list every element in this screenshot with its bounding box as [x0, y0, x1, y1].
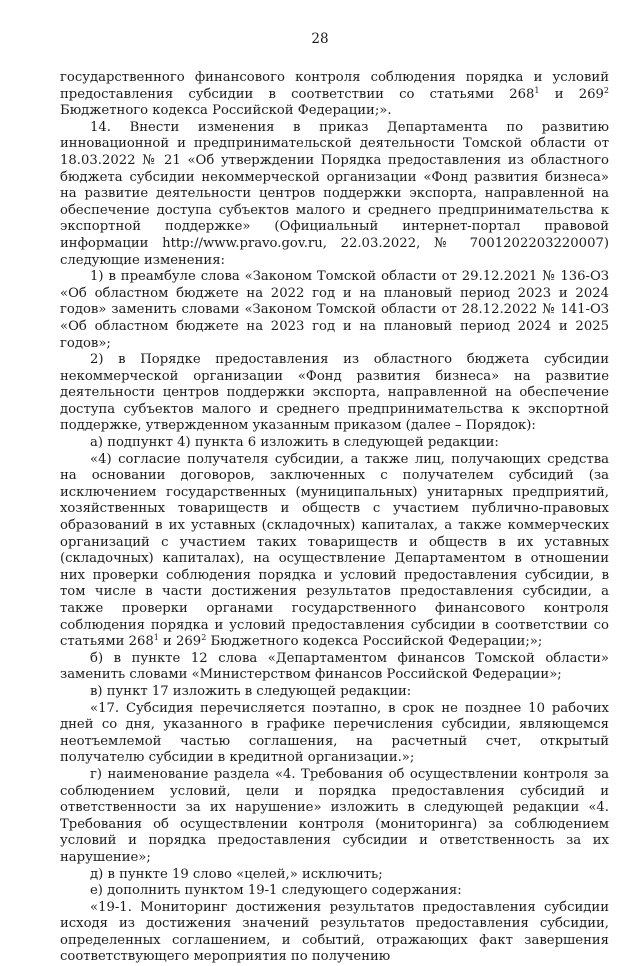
paragraph-p-e [60, 883, 609, 900]
text-fragment: 14. Внести изменения в приказ Департамента по развитию инновационной и предпринимательской деятельности Томской области от 18.03.2022 № 21 «Об утверждении Порядка предоставления из областного бюджета субсидии некоммерческой организации «Фонд развития бизнеса» на развитие деятельности центров поддержки экспорта, направленной на обеспечение доступа субъектов малого и среднего предпринимательства к экспортной поддержке» (Официальный интернет-портал правовой информации http://www.pravo.gov.ru, 22.03.2022, № 7001202203220007) следующие изменения: [60, 119, 609, 268]
text-fragment: «4) согласие получателя субсидии, а также лиц, получающих средства на основании договоров, заключенных с получателем субсидий (за исключением государственных (муниципальных) унитарных предприятий, хозяйственных товариществ и обществ с участием публично-правовых образований в их уставных (складочных) капиталах, а также коммерческих организаций с участием таких товариществ и обществ в их уставных (складочных) капиталах), на осуществление Департаментом в отношении них проверки соблюдения порядка и условий предоставления субсидии, в том числе в части достижения результатов предоставления субсидии, а также проверки органами государственного финансового контроля соблюдения порядка и условий предоставления субсидии в соответствии со статьями 268 [60, 451, 609, 650]
page-number: 28 [311, 31, 329, 47]
paragraph-p-g [60, 767, 609, 867]
text-fragment: Бюджетного кодекса Российской Федерации;»; [206, 634, 543, 650]
paragraph-p-a [60, 435, 609, 452]
paragraph-p14 [60, 120, 609, 269]
text-fragment: Бюджетного кодекса Российской Федерации;». [60, 103, 392, 119]
superscript: 1 [534, 85, 540, 95]
text-fragment: б) в пункте 12 слова «Департаментом финансов Томской области» заменить словами «Министерством финансов Российской Федерации»; [60, 650, 609, 683]
superscript: 2 [201, 633, 207, 643]
text-fragment: «17. Субсидия перечисляется поэтапно, в срок не позднее 10 рабочих дней со дня, указанного в графике перечисления субсидии, являющемся неотъемлемой частью соглашения, на расчетный счет, открытый получателю субсидии в кредитной организации.»; [60, 700, 609, 766]
paragraph-p-d [60, 867, 609, 884]
paragraph-p14-2 [60, 352, 609, 435]
text-fragment: и 269 [158, 634, 202, 650]
text-fragment: 1) в преамбуле слова «Законом Томской области от 29.12.2021 № 136-ОЗ «Об областном бюджете на 2022 год и на плановый период 2023 и 2024 годов» заменить словами «Законом Томской области от 28.12.2022 № 141-ОЗ «Об областном бюджете на 2023 год и на плановый период 2024 и 2025 годов»; [60, 269, 609, 351]
text-fragment: в) пункт 17 изложить в следующей редакции: [90, 683, 412, 699]
paragraph-p-v-text [60, 701, 609, 767]
text-fragment: е) дополнить пунктом 19-1 следующего содержания: [90, 883, 462, 899]
paragraph-cont [60, 70, 609, 120]
superscript: 1 [153, 633, 159, 643]
text-fragment: д) в пункте 19 слово «целей,» исключить; [90, 866, 383, 882]
paragraph-p-b [60, 651, 609, 684]
text-fragment: «19-1. Мониторинг достижения результатов предоставления субсидии исходя из достижения значений результатов предоставления субсидии, определенных соглашением, и событий, отражающих факт завершения соответствующего мероприятия по получению [60, 899, 609, 965]
superscript: 2 [603, 85, 609, 95]
text-fragment: государственного финансового контроля соблюдения порядка и условий предоставления субсидии в соответствии со статьями 268 [60, 70, 609, 102]
paragraph-p14-1 [60, 269, 609, 352]
paragraph-p-a-text [60, 452, 609, 651]
text-fragment: а) подпункт 4) пункта 6 изложить в следующей редакции: [90, 435, 499, 451]
paragraph-p-v [60, 684, 609, 701]
text-fragment: 2) в Порядке предоставления из областного бюджета субсидии некоммерческой организации «Фонд развития бизнеса» на развитие деятельности центров поддержки экспорта, направленной на обеспечение доступа субъектов малого и среднего предпринимательства к экспортной поддержке, утвержденном указанным приказом (далее – Порядок): [60, 352, 609, 434]
text-fragment: и 269 [539, 86, 604, 102]
text-fragment: г) наименование раздела «4. Требования об осуществлении контроля за соблюдением условий, цели и порядка предоставления субсидий и ответственности за их нарушение» изложить в следующей редакции «4. Требования об осуществлении контроля (мониторинга) за соблюдением условий и порядка предоставления субсидии и ответственность за их нарушение»; [60, 766, 609, 865]
document-body [60, 70, 609, 966]
paragraph-p-e-text [60, 900, 609, 966]
